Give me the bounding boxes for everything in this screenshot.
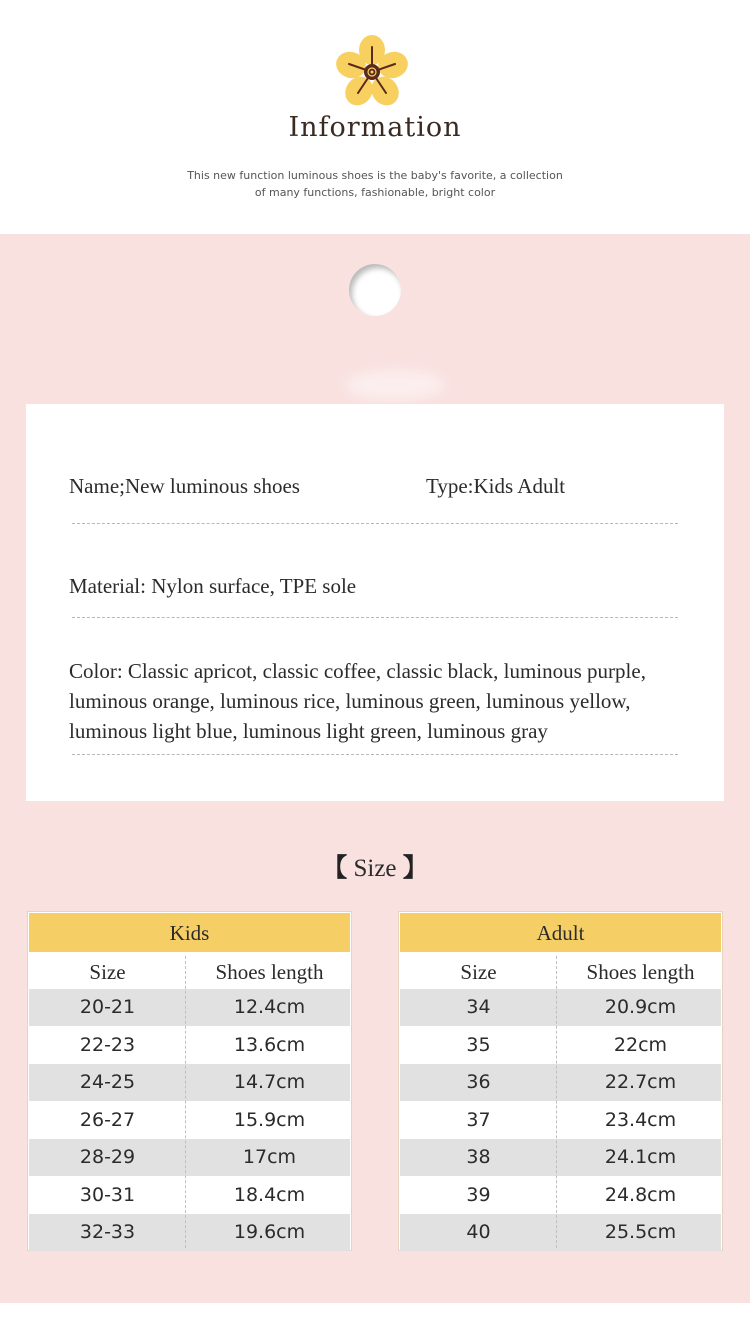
product-details-card <box>26 404 724 801</box>
adult-size-table <box>398 911 723 1251</box>
length-cell: 19.6cm <box>233 1221 306 1243</box>
size-cell: 24-25 <box>79 1071 136 1093</box>
flower-icon <box>333 33 411 111</box>
length-cell: 18.4cm <box>233 1184 306 1206</box>
size-cell: 36 <box>466 1071 491 1093</box>
length-cell: 24.8cm <box>604 1184 677 1206</box>
length-cell: 12.4cm <box>233 996 306 1018</box>
divider <box>72 523 678 524</box>
size-section-title <box>0 848 750 884</box>
length-cell: 20.9cm <box>604 996 677 1018</box>
table-row <box>400 1214 721 1251</box>
kids-table-title: Kids <box>29 913 350 952</box>
size-cell: 35 <box>466 1034 491 1056</box>
soft-glow <box>345 370 445 400</box>
size-cell: 34 <box>466 996 491 1018</box>
table-row <box>29 1139 350 1176</box>
table-row <box>29 1214 350 1251</box>
adult-column-headers <box>400 954 721 991</box>
kids-col-length: Shoes length <box>215 960 324 984</box>
table-row <box>400 1027 721 1064</box>
length-cell: 23.4cm <box>604 1109 677 1131</box>
table-row <box>29 1064 350 1101</box>
adult-col-length: Shoes length <box>586 960 695 984</box>
table-row <box>400 1177 721 1214</box>
length-cell: 17cm <box>242 1146 297 1168</box>
bracket-open: 【 <box>322 855 348 882</box>
kids-size-table <box>27 911 352 1251</box>
table-row <box>400 1064 721 1101</box>
length-cell: 24.1cm <box>604 1146 677 1168</box>
product-type: Type:Kids Adult <box>426 474 566 498</box>
size-cell: 20-21 <box>79 996 136 1018</box>
divider <box>72 754 678 755</box>
size-title-text: Size <box>353 855 397 882</box>
size-cell: 28-29 <box>79 1146 136 1168</box>
size-cell: 39 <box>466 1184 491 1206</box>
adult-col-size: Size <box>460 960 497 984</box>
table-row <box>29 989 350 1026</box>
size-cell: 38 <box>466 1146 491 1168</box>
intro-line-1: This new function luminous shoes is the baby's favorite, a collection <box>187 169 563 182</box>
size-cell: 37 <box>466 1109 491 1131</box>
kids-column-headers <box>29 954 350 991</box>
color-line-1: Color: Classic apricot, classic coffee, classic black, luminous purple, <box>69 659 646 683</box>
product-colors <box>69 656 719 746</box>
table-row <box>400 989 721 1026</box>
tag-hole-icon <box>349 264 401 316</box>
size-cell: 22-23 <box>79 1034 136 1056</box>
column-divider <box>556 956 557 1248</box>
product-material: Material: Nylon surface, TPE sole <box>69 574 357 598</box>
length-cell: 22cm <box>613 1034 668 1056</box>
length-cell: 15.9cm <box>233 1109 306 1131</box>
length-cell: 13.6cm <box>233 1034 306 1056</box>
table-row <box>29 1177 350 1214</box>
table-row <box>400 1102 721 1139</box>
divider <box>72 617 678 618</box>
size-cell: 32-33 <box>79 1221 136 1243</box>
bottom-strip <box>0 1303 750 1344</box>
table-row <box>29 1027 350 1064</box>
intro-description <box>175 167 575 201</box>
bracket-close: 】 <box>402 855 428 882</box>
intro-line-2: of many functions, fashionable, bright color <box>254 186 496 199</box>
adult-table-title: Adult <box>400 913 721 952</box>
size-cell: 40 <box>466 1221 491 1243</box>
size-cell: 30-31 <box>79 1184 136 1206</box>
page-title: Information <box>288 112 462 143</box>
header-section <box>0 0 750 234</box>
table-row <box>400 1139 721 1176</box>
kids-col-size: Size <box>89 960 126 984</box>
color-line-2: luminous orange, luminous rice, luminous green, luminous yellow, <box>69 689 631 713</box>
length-cell: 25.5cm <box>604 1221 677 1243</box>
color-line-3: luminous light blue, luminous light green, luminous gray <box>69 719 548 743</box>
length-cell: 22.7cm <box>604 1071 677 1093</box>
table-row <box>29 1102 350 1139</box>
length-cell: 14.7cm <box>233 1071 306 1093</box>
product-name: Name;New luminous shoes <box>69 474 300 498</box>
column-divider <box>185 956 186 1248</box>
size-cell: 26-27 <box>79 1109 136 1131</box>
